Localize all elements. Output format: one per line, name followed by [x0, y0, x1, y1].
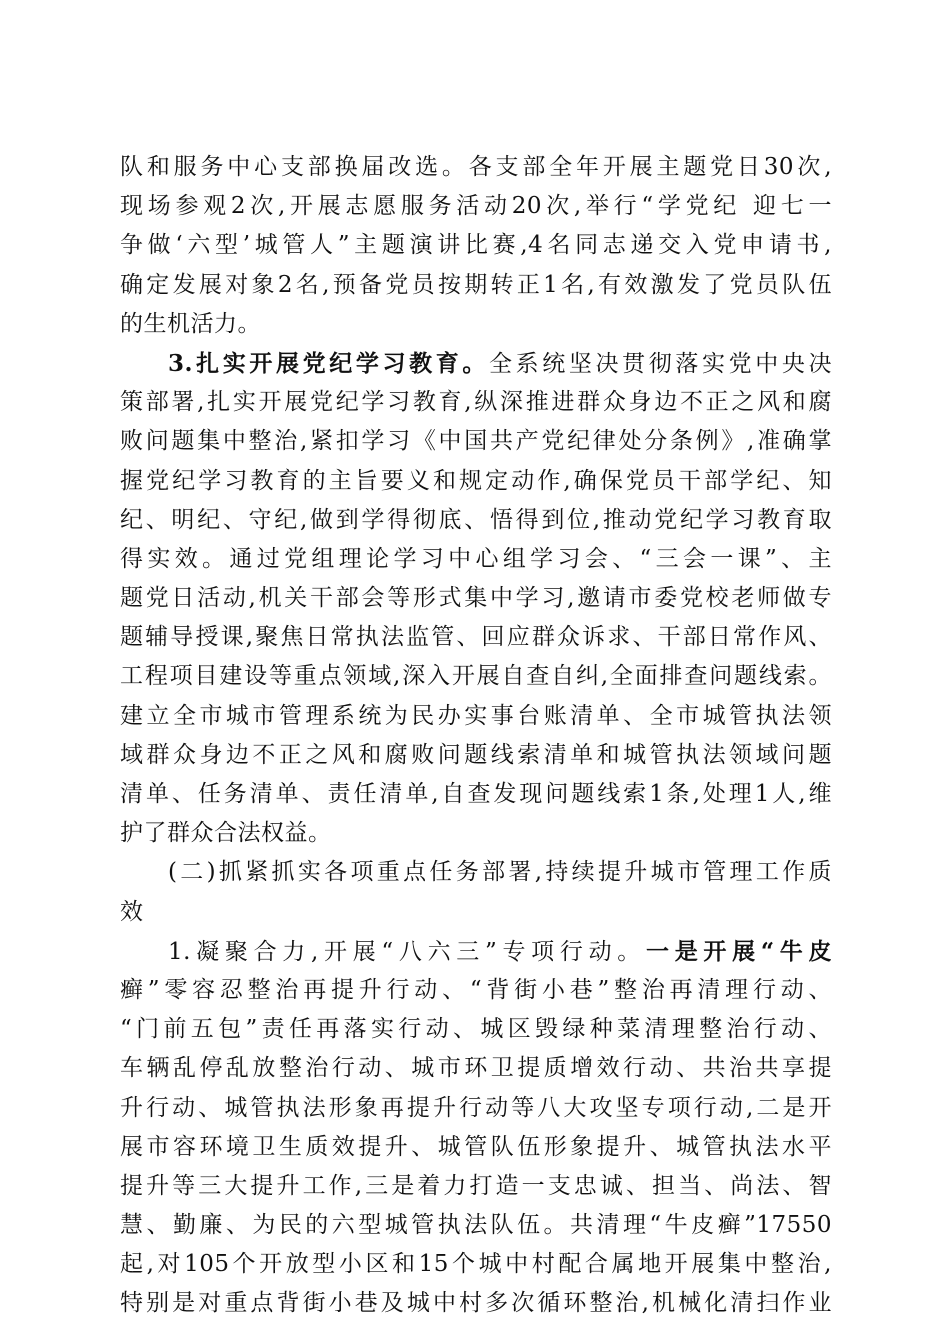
text-line: 败问题集中整治,紧扣学习《中国共产党纪律处分条例》,准确掌 — [120, 428, 832, 455]
document-page — [120, 148, 832, 1324]
text-line: 特别是对重点背街小巷及城中村多次循环整治,机械化清扫作业 — [120, 1290, 832, 1317]
text-line: 车辆乱停乱放整治行动、城市环卫提质增效行动、共治共享提 — [120, 1055, 832, 1082]
text-line: 确定发展对象2名,预备党员按期转正1名,有效激发了党员队伍 — [120, 271, 832, 298]
paragraph-1 — [120, 148, 832, 344]
paragraph-4 — [120, 932, 832, 1324]
text-run: 全系统坚决贯彻落实党中央决 — [489, 350, 833, 377]
section-heading: 3.扎实开展党纪学习教育。 — [168, 349, 490, 377]
text-line: 展市容环境卫生质效提升、城管队伍形象提升、城管执法水平 — [120, 1133, 832, 1160]
text-line: “门前五包”责任再落实行动、城区毁绿种菜清理整治行动、 — [120, 1016, 832, 1043]
subheading-line: 效 — [120, 898, 144, 925]
text-line: 升行动、城管执法形象再提升行动等八大攻坚专项行动,二是开 — [120, 1094, 832, 1121]
text-line: 得实效。通过党组理论学习中心组学习会、“三会一课”、主 — [120, 545, 832, 572]
paragraph-3-subheading — [120, 853, 832, 931]
text-line: 提升等三大提升工作,三是着力打造一支忠诚、担当、尚法、智 — [120, 1172, 832, 1199]
text-line: 争做‘六型’城管人”主题演讲比赛,4名同志递交入党申请书, — [120, 232, 832, 259]
paragraph-first-line — [120, 344, 832, 383]
text-run: 1.凝聚合力,开展“八六三”专项行动。 — [168, 938, 647, 965]
text-line: 慧、勤廉、为民的六型城管执法队伍。共清理“牛皮癣”17550 — [120, 1212, 832, 1239]
text-line: 清单、任务清单、责任清单,自查发现问题线索1条,处理1人,维 — [120, 781, 832, 807]
paragraph-first-line — [120, 932, 832, 971]
text-line: 建立全市城市管理系统为民办实事台账清单、全市城管执法领 — [120, 702, 832, 729]
text-line: 现场参观2次,开展志愿服务活动20次,举行“学党纪 迎七一 — [120, 193, 832, 220]
text-line: 题党日活动,机关干部会等形式集中学习,邀请市委党校老师做专 — [120, 585, 832, 612]
text-line: 策部署,扎实开展党纪学习教育,纵深推进群众身边不正之风和腐 — [120, 389, 832, 416]
text-line: 纪、明纪、守纪,做到学得彻底、悟得到位,推动党纪学习教育取 — [120, 506, 832, 533]
paragraph-2 — [120, 344, 832, 853]
text-line: 工程项目建设等重点领域,深入开展自查自纠,全面排查问题线索。 — [120, 663, 832, 690]
text-line: 题辅导授课,聚焦日常执法监管、回应群众诉求、干部日常作风、 — [120, 624, 832, 651]
text-line: 域群众身边不正之风和腐败问题线索清单和城管执法领域问题 — [120, 741, 832, 768]
text-line: 起,对105个开放型小区和15个城中村配合属地开展集中整治, — [120, 1251, 832, 1278]
subheading-line: (二)抓紧抓实各项重点任务部署,持续提升城市管理工作质 — [168, 859, 832, 886]
text-line: 的生机活力。 — [120, 310, 261, 337]
bold-run: 一是开展“牛皮 — [646, 937, 832, 965]
text-line: 护了群众合法权益。 — [120, 820, 332, 847]
text-line: 癣”零容忍整治再提升行动、“背街小巷”整治再清理行动、 — [120, 976, 832, 1003]
text-line: 队和服务中心支部换届改选。各支部全年开展主题党日30次, — [120, 154, 832, 180]
text-line: 握党纪学习教育的主旨要义和规定动作,确保党员干部学纪、知 — [120, 467, 832, 494]
